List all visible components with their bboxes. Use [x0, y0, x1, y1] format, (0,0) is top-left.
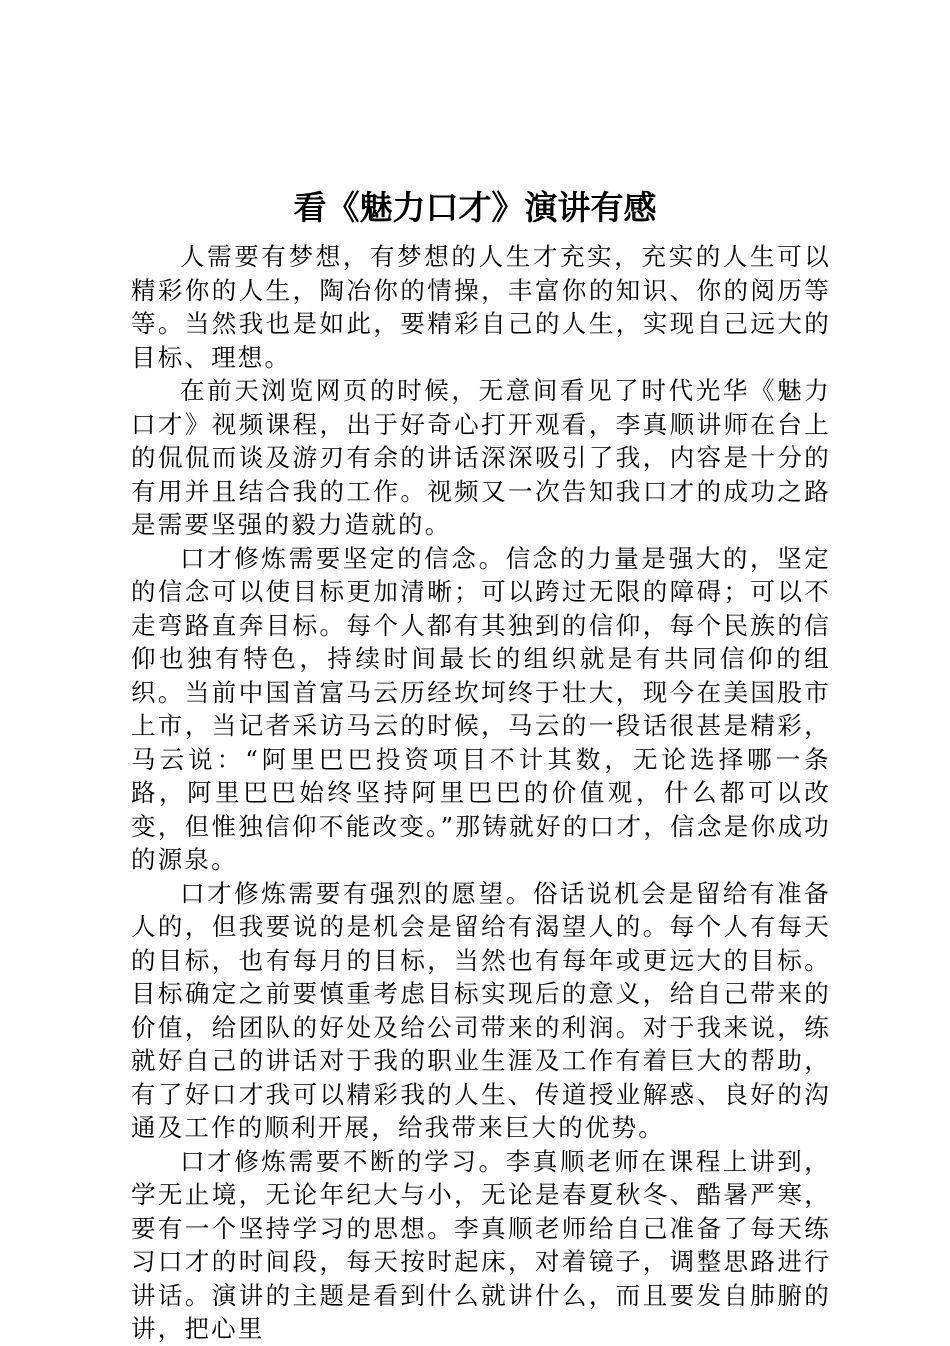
- paragraph-1: 人需要有梦想，有梦想的人生才充实，充实的人生可以精彩你的人生，陶冶你的情操，丰富你的知识、你的阅历等等。当然我也是如此，要精彩自己的人生，实现自己远大的目标、理想。: [131, 242, 831, 372]
- document-body: [131, 240, 831, 1346]
- paragraph-3: 口才修炼需要坚定的信念。信念的力量是强大的，坚定的信念可以使目标更加清晰；可以跨过无限的障碍；可以不走弯路直奔目标。每个人都有其独到的信仰，每个民族的信仰也独有特色，持续时间最长的组织就是有共同信仰的组织。当前中国首富马云历经坎坷终于壮大，现今在美国股市上市，当记者采访马云的时候，马云的一段话很甚是精彩，马云说：“阿里巴巴投资项目不计其数，无论选择哪一条路，阿里巴巴始终坚持阿里巴巴的价值观，什么都可以改变，但惟独信仰不能改变。”那铸就好的口才，信念是你成功的源泉。: [131, 543, 831, 874]
- paragraph-2: 在前天浏览网页的时候，无意间看见了时代光华《魅力口才》视频课程，出于好奇心打开观看，李真顺讲师在台上的侃侃而谈及游刃有余的讲话深深吸引了我，内容是十分的有用并且结合我的工作。视频又一次告知我口才的成功之路是需要坚强的毅力造就的。: [131, 376, 831, 539]
- paragraph-5: 口才修炼需要不断的学习。李真顺老师在课程上讲到，学无止境，无论年纪大与小，无论是春夏秋冬、酷暑严寒，要有一个坚持学习的思想。李真顺老师给自己准备了每天练习口才的时间段，每天按时起床，对着镜子，调整思路进行讲话。演讲的主题是看到什么就讲什么，而且要发自肺腑的讲，把心里: [131, 1146, 831, 1343]
- paragraph-4: 口才修炼需要有强烈的愿望。俗话说机会是留给有准备人的，但我要说的是机会是留给有渴望人的。每个人有每天的目标，也有每月的目标，当然也有每年或更远大的目标。目标确定之前要慎重考虑目标实现后的意义，给自己带来的价值，给团队的好处及给公司带来的利润。对于我来说，练就好自己的讲话对于我的职业生涯及工作有着巨大的帮助，有了好口才我可以精彩我的人生、传道授业解惑、良好的沟通及工作的顺利开展，给我带来巨大的优势。: [131, 878, 831, 1142]
- document-title: 看《魅力口才》演讲有感: [293, 188, 657, 227]
